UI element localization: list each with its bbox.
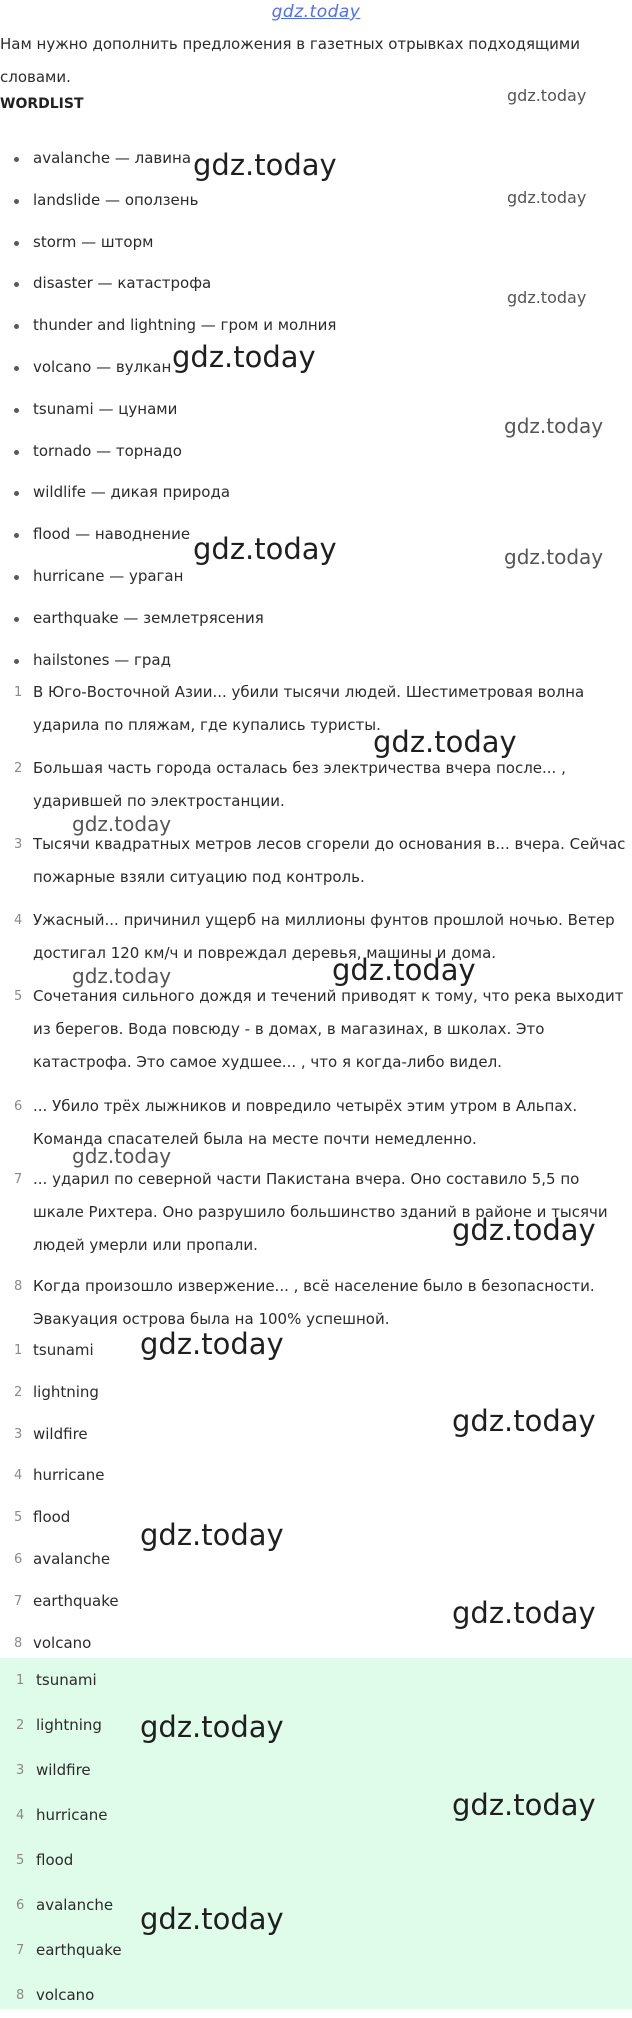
sentence-number: 3 [14, 837, 23, 852]
watermark: gdz.today [140, 1902, 284, 1936]
answer-number: 6 [14, 1552, 23, 1567]
answer-box-number: 8 [16, 1988, 25, 2003]
wordlist-item: tornado — торнадо [0, 431, 632, 473]
answer-number: 1 [14, 1343, 23, 1358]
sentence-number: 7 [14, 1172, 23, 1187]
wordlist-item: landslide — оползень [0, 180, 632, 222]
wordlist-item: hailstones — град [0, 640, 632, 682]
watermark: gdz.today [72, 812, 172, 836]
answer-text: volcano [33, 1633, 92, 1652]
answer-box-number: 7 [16, 1943, 25, 1958]
watermark: gdz.today [504, 414, 604, 438]
watermark: gdz.today [452, 1596, 596, 1630]
watermark: gdz.today [140, 1327, 284, 1361]
sentence-text: В Юго-Восточной Азии... убили тысячи людей. Шестиметровая волна ударила по пляжам, где купались туристы. [33, 683, 585, 734]
sentence-text: ... Убило трёх лыжников и повредило четырёх этим утром в Альпах. Команда спасателей была на месте почти немедленно. [33, 1097, 578, 1148]
watermark: gdz.today [332, 953, 476, 987]
answer-box-number: 3 [16, 1763, 25, 1778]
answer-box-text: lightning [36, 1716, 102, 1734]
sentence-text: Большая часть города осталась без электричества вчера после... , ударившей по электростанции. [33, 759, 566, 810]
answer-number: 5 [14, 1510, 23, 1526]
watermark: gdz.today [507, 288, 587, 307]
sentence-number: 6 [14, 1099, 23, 1114]
answer-number: 4 [14, 1468, 23, 1484]
answer-box-text: wildfire [36, 1761, 91, 1779]
wordlist-title: WORDLIST [0, 96, 84, 112]
watermark: gdz.today [507, 188, 587, 207]
sentence-number: 2 [14, 761, 23, 776]
answer-box-text: earthquake [36, 1941, 122, 1959]
answer-text: wildfire [33, 1424, 88, 1443]
answer-box-text: volcano [36, 1986, 95, 2004]
wordlist-item: hurricane — ураган [0, 556, 632, 598]
watermark: gdz.today [140, 1710, 284, 1744]
sentence-text: Ужасный... причинил ущерб на миллионы фунтов прошлой ночью. Ветер достигал 120 км/ч и повреждал деревья, машины и дома. [33, 911, 615, 962]
sentence-number: 8 [14, 1279, 23, 1294]
answer-text: avalanche [33, 1550, 111, 1568]
answer-box-number: 5 [16, 1853, 25, 1868]
answer-box [0, 1658, 632, 2009]
answer-number: 8 [14, 1635, 23, 1651]
wordlist [0, 138, 632, 681]
answer-box-number: 4 [16, 1808, 25, 1823]
sentence-text: Тысячи квадратных метров лесов сгорели до основания в... вчера. Сейчас пожарные взяли ситуацию под контроль. [33, 835, 626, 886]
watermark: gdz.today [452, 1404, 596, 1438]
wordlist-item: flood — наводнение [0, 514, 632, 556]
watermark: gdz.today [452, 1788, 596, 1822]
watermark: gdz.today [452, 1213, 596, 1247]
sentence-text: ... ударил по северной части Пакистана вчера. Оно составило 5,5 по шкале Рихтера. Оно разрушило большинство зданий в районе и тысячи людей умерли или пропали. [33, 1170, 608, 1254]
answer-number: 3 [14, 1426, 23, 1442]
answer-box-text: hurricane [36, 1806, 108, 1824]
wordlist-item: storm — шторм [0, 222, 632, 264]
wordlist-item: avalanche — лавина [0, 138, 632, 180]
answer-box-text: tsunami [36, 1671, 97, 1689]
wordlist-item: tsunami — цунами [0, 389, 632, 431]
answer-box-number: 1 [16, 1673, 25, 1688]
sentence-number: 5 [14, 989, 23, 1004]
watermark: gdz.today [140, 1518, 284, 1552]
sentence-number: 4 [14, 913, 23, 928]
answer-box-text: flood [36, 1851, 74, 1869]
watermark: gdz.today [72, 964, 172, 988]
watermark: gdz.today [507, 86, 587, 105]
watermark: gdz.today [172, 340, 316, 374]
answer-text: tsunami [33, 1341, 94, 1359]
answer-box-number: 2 [16, 1718, 25, 1733]
wordlist-item: wildlife — дикая природа [0, 472, 632, 514]
site-logo[interactable]: gdz.today [271, 2, 361, 22]
answer-text: lightning [33, 1382, 99, 1401]
sentence-number: 1 [14, 685, 23, 700]
answer-text: flood [33, 1508, 71, 1527]
wordlist-item: volcano — вулкан [0, 347, 632, 389]
wordlist-item: disaster — катастрофа [0, 263, 632, 305]
intro-text: Нам нужно дополнить предложения в газетных отрывках подходящими словами. [0, 35, 580, 86]
answer-text: earthquake [33, 1591, 119, 1610]
sentence-text: Когда произошло извержение... , всё население было в безопасности. Эвакуация острова была на 100% успешной. [33, 1277, 595, 1328]
watermark: gdz.today [193, 148, 337, 182]
sentence-text: Сочетания сильного дождя и течений приводят к тому, что река выходит из берегов. Вода повсюду - в домах, в магазинах, в школах. Это катастрофа. Это самое худшее... , что я когда-либо видел. [33, 987, 624, 1071]
wordlist-item: thunder and lightning — гром и молния [0, 305, 632, 347]
wordlist-item: earthquake — землетрясения [0, 598, 632, 640]
watermark: gdz.today [193, 532, 337, 566]
answer-box-number: 6 [16, 1898, 25, 1913]
watermark: gdz.today [373, 725, 517, 759]
answer-number: 2 [14, 1384, 23, 1400]
answer-text: hurricane [33, 1466, 105, 1485]
watermark: gdz.today [72, 1144, 172, 1168]
watermark: gdz.today [504, 545, 604, 569]
answer-box-text: avalanche [36, 1896, 114, 1914]
answer-number: 7 [14, 1593, 23, 1609]
